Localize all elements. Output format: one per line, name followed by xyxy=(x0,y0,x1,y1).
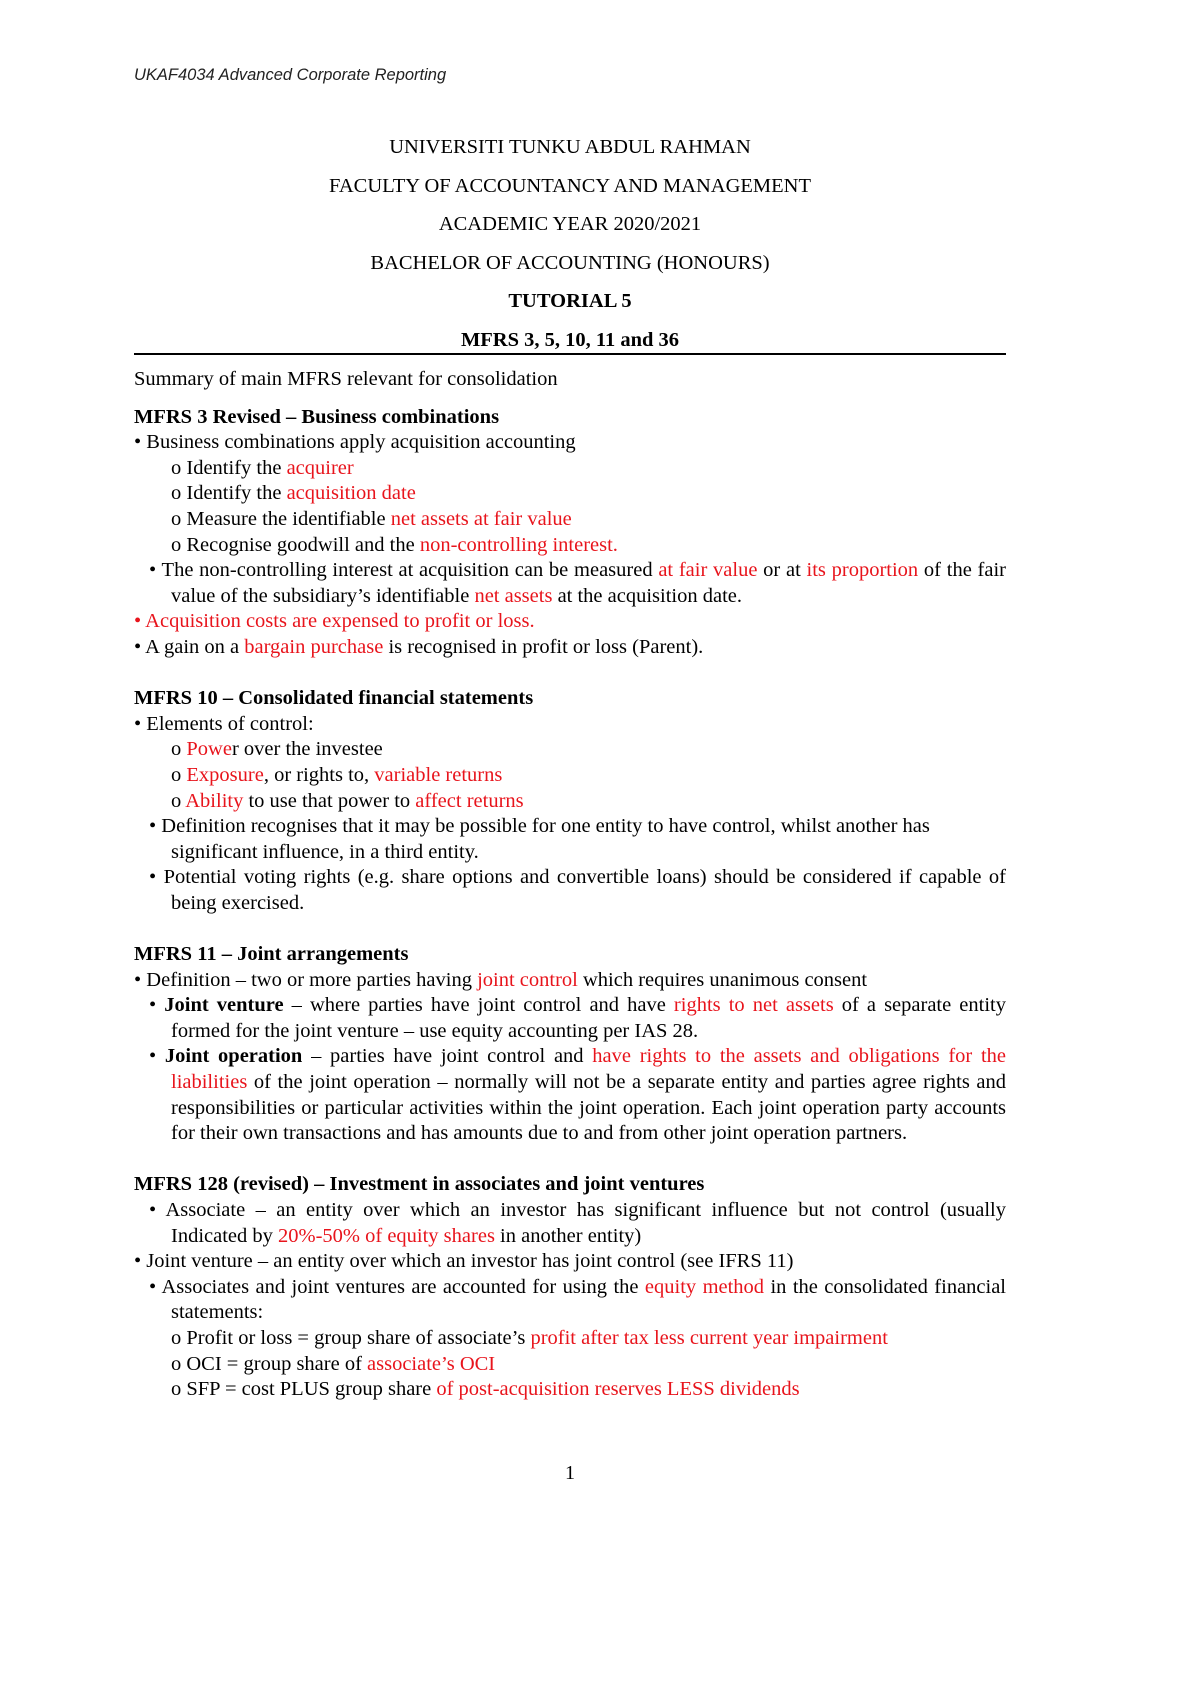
sub-bullet-item: o Identify the acquisition date xyxy=(171,482,416,505)
sub-bullet-item: o Recognise goodwill and the non-controlling interest. xyxy=(171,533,618,556)
bullet-item: • The non-controlling interest at acquisition can be measured at fair value or at its proportion of the fair value of the subsidiary’s identifiable net assets at the acquisition date. xyxy=(149,559,1006,607)
sub-bullet-item: o Power over the investee xyxy=(171,738,383,761)
bullet-item: • Definition – two or more parties having joint control which requires unanimous consent xyxy=(134,968,868,991)
bullet-item: • Joint operation – parties have joint control and have rights to the assets and obligations for the liabilities of the joint operation – normally will not be a separate entity and parties agree rights and responsibilities or particular activities within the joint operation. Each joint operation party accounts for their own transactions and has amounts due to and from other joint operation partners. xyxy=(149,1045,1006,1145)
sub-bullet-item: o Exposure, or rights to, variable returns xyxy=(171,763,503,786)
document-body xyxy=(134,367,1006,1403)
bullet-item: • A gain on a bargain purchase is recognised in profit or loss (Parent). xyxy=(134,635,704,658)
tutorial-subtitle: MFRS 3, 5, 10, 11 and 36 xyxy=(460,328,680,351)
bullet-item: • Joint venture – where parties have joint control and have rights to net assets of a separate entity formed for the joint venture – use equity accounting per IAS 28. xyxy=(149,994,1006,1042)
sub-bullet-item: o OCI = group share of associate’s OCI xyxy=(171,1352,496,1375)
title-divider xyxy=(134,353,1006,355)
bullet-item: • Associates and joint ventures are accounted for using the equity method in the consolidated financial statements: xyxy=(149,1275,1007,1324)
bullet-item: • Definition recognises that it may be possible for one entity to have control, whilst another has significant influence, in a third entity. xyxy=(149,815,930,863)
sub-bullet-item: o Measure the identifiable net assets at fair value xyxy=(171,507,572,530)
page-number: 1 xyxy=(565,1462,575,1484)
sub-bullet-item: o Profit or loss = group share of associate’s profit after tax less current year impairment xyxy=(171,1326,888,1349)
academic-year: ACADEMIC YEAR 2020/2021 xyxy=(438,213,702,235)
programme-name: BACHELOR OF ACCOUNTING (HONOURS) xyxy=(370,251,770,274)
sub-bullet-item: o Ability to use that power to affect returns xyxy=(171,789,524,812)
intro-text: Summary of main MFRS relevant for consolidation xyxy=(134,368,558,390)
running-header: UKAF4034 Advanced Corporate Reporting xyxy=(134,66,447,84)
tutorial-title: TUTORIAL 5 xyxy=(508,290,632,312)
bullet-item: • Joint venture – an entity over which an investor has joint control (see IFRS 11) xyxy=(134,1250,794,1273)
section-heading-mfrs10: MFRS 10 – Consolidated financial statements xyxy=(134,687,534,710)
bullet-item: • Associate – an entity over which an investor has significant influence but not control (usually Indicated by 20%-50% of equity shares in another entity) xyxy=(149,1199,1006,1247)
title-block xyxy=(134,134,1006,365)
bullet-item: • Business combinations apply acquisition accounting xyxy=(134,431,576,454)
sub-bullet-item: o Identify the acquirer xyxy=(171,456,354,479)
university-name: UNIVERSITI TUNKU ABDUL RAHMAN xyxy=(389,136,751,158)
sub-bullet-item: o SFP = cost PLUS group share of post-acquisition reserves LESS dividends xyxy=(171,1378,800,1401)
faculty-name: FACULTY OF ACCOUNTANCY AND MANAGEMENT xyxy=(328,174,812,197)
bullet-item: • Acquisition costs are expensed to profit or loss. xyxy=(134,610,535,633)
section-heading-mfrs128: MFRS 128 (revised) – Investment in associates and joint ventures xyxy=(134,1173,705,1196)
bullet-item: • Potential voting rights (e.g. share options and convertible loans) should be considered if capable of being exercised. xyxy=(149,866,1006,914)
bullet-item: • Elements of control: xyxy=(134,712,314,735)
section-heading-mfrs11: MFRS 11 – Joint arrangements xyxy=(134,943,409,966)
section-heading-mfrs3: MFRS 3 Revised – Business combinations xyxy=(134,405,500,428)
